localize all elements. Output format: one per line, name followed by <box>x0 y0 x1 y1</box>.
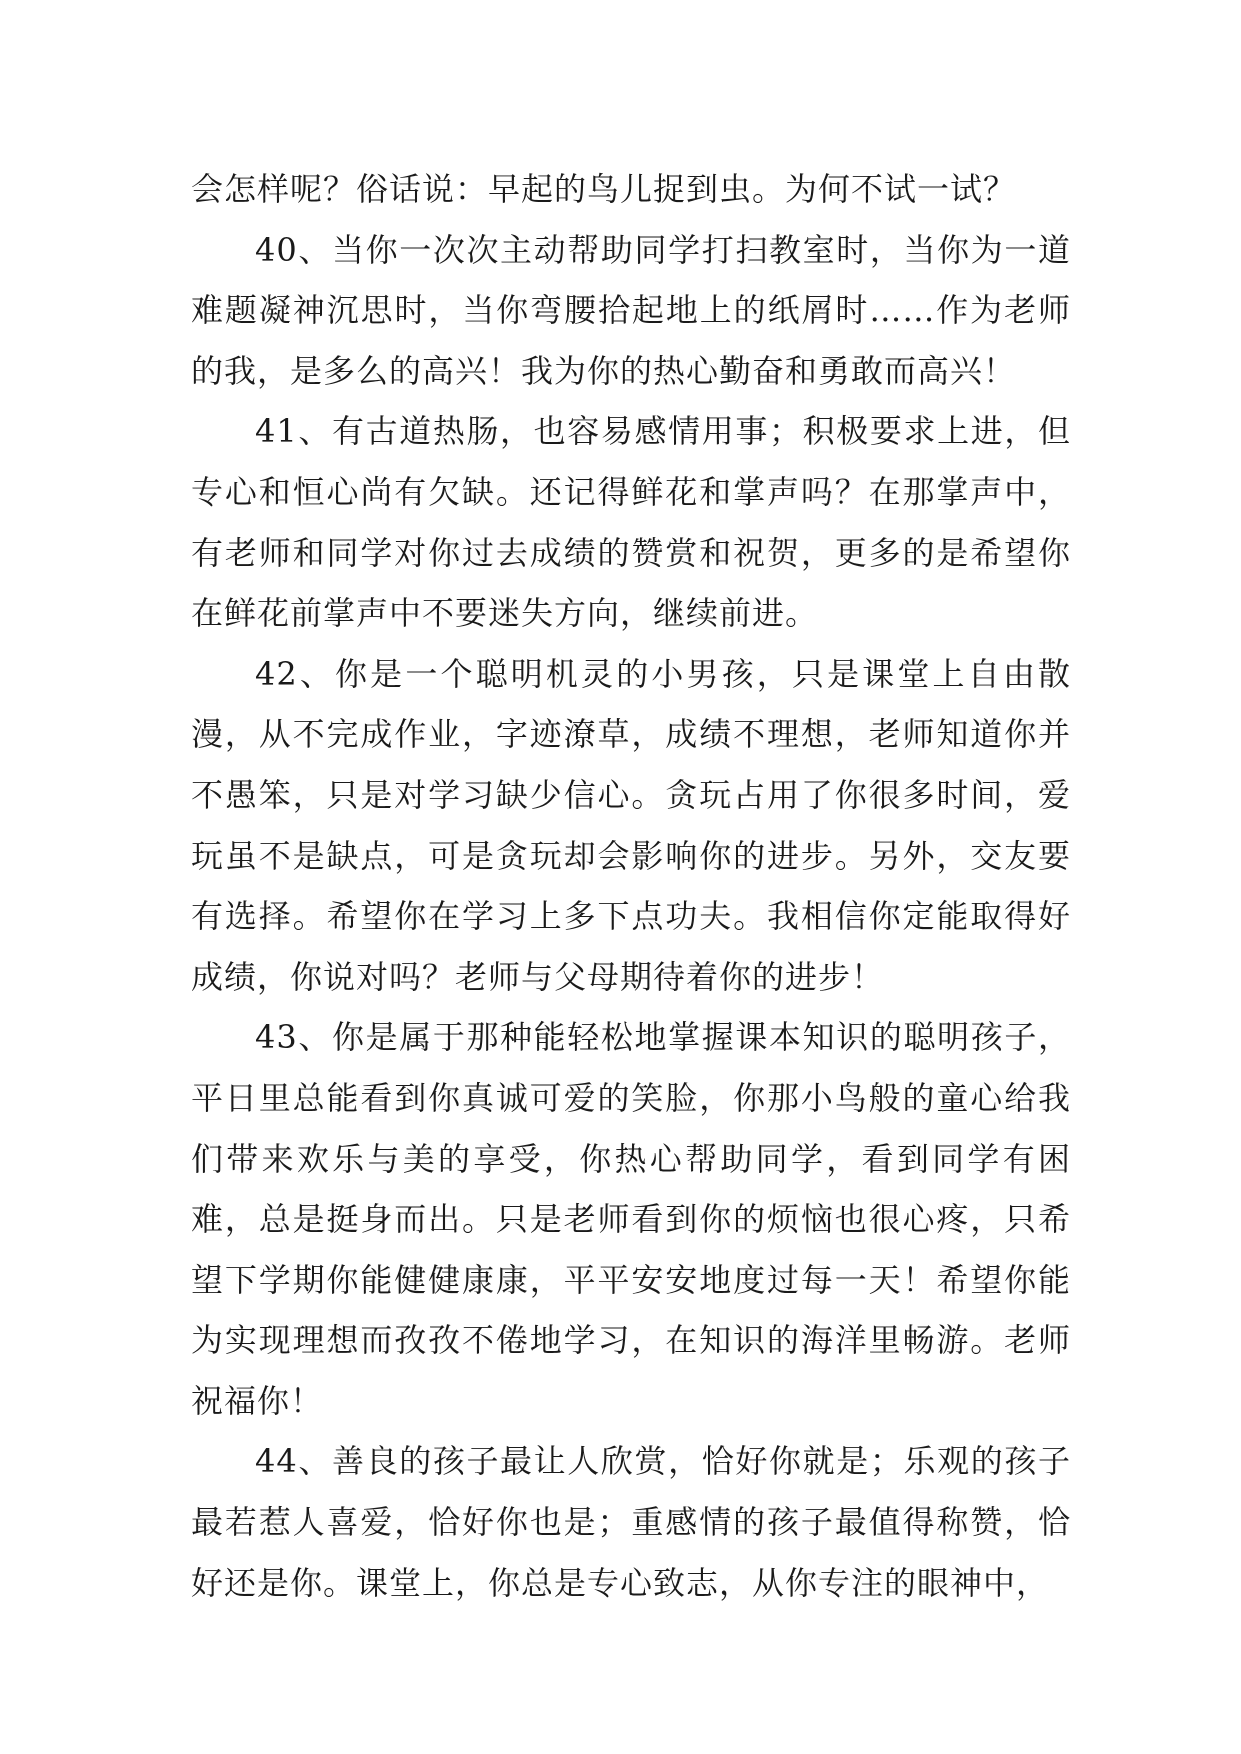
paragraph-continued: 会怎样呢？俗话说：早起的鸟儿捉到虫。为何不试一试？ <box>191 170 1017 208</box>
paragraph-44: 44、善良的孩子最让人欣赏，恰好你就是；乐观的孩子最若惹人喜爱，恰好你也是；重感情的孩子最值得称赞，恰好还是你。课堂上，你总是专心致志，从你专注的眼神中， <box>191 1442 1071 1602</box>
paragraph-41: 41、有古道热肠，也容易感情用事；积极要求上进，但专心和恒心尚有欠缺。还记得鲜花和掌声吗？在那掌声中，有老师和同学对你过去成绩的赞赏和祝贺，更多的是希望你在鲜花前掌声中不要迷失方向，继续前进。 <box>191 412 1071 633</box>
paragraph-42: 42、你是一个聪明机灵的小男孩，只是课堂上自由散漫，从不完成作业，字迹潦草，成绩不理想，老师知道你并不愚笨，只是对学习缺少信心。贪玩占用了你很多时间，爱玩虽不是缺点，可是贪玩却会影响你的进步。另外，交友要有选择。希望你在学习上多下点功夫。我相信你定能取得好成绩，你说对吗？老师与父母期待着你的进步！ <box>191 654 1071 996</box>
paragraph-43: 43、你是属于那种能轻松地掌握课本知识的聪明孩子，平日里总能看到你真诚可爱的笑脸，你那小鸟般的童心给我们带来欢乐与美的享受，你热心帮助同学，看到同学有困难，总是挺身而出。只是老师看到你的烦恼也很心疼，只希望下学期你能健健康康，平平安安地度过每一天！希望你能为实现理想而孜孜不倦地学习，在知识的海洋里畅游。老师祝福你！ <box>191 1018 1071 1420</box>
paragraph-40: 40、当你一次次主动帮助同学打扫教室时，当你为一道难题凝神沉思时，当你弯腰拾起地上的纸屑时……作为老师的我，是多么的高兴！我为你的热心勤奋和勇敢而高兴！ <box>191 230 1071 390</box>
document-body <box>191 159 1071 1613</box>
